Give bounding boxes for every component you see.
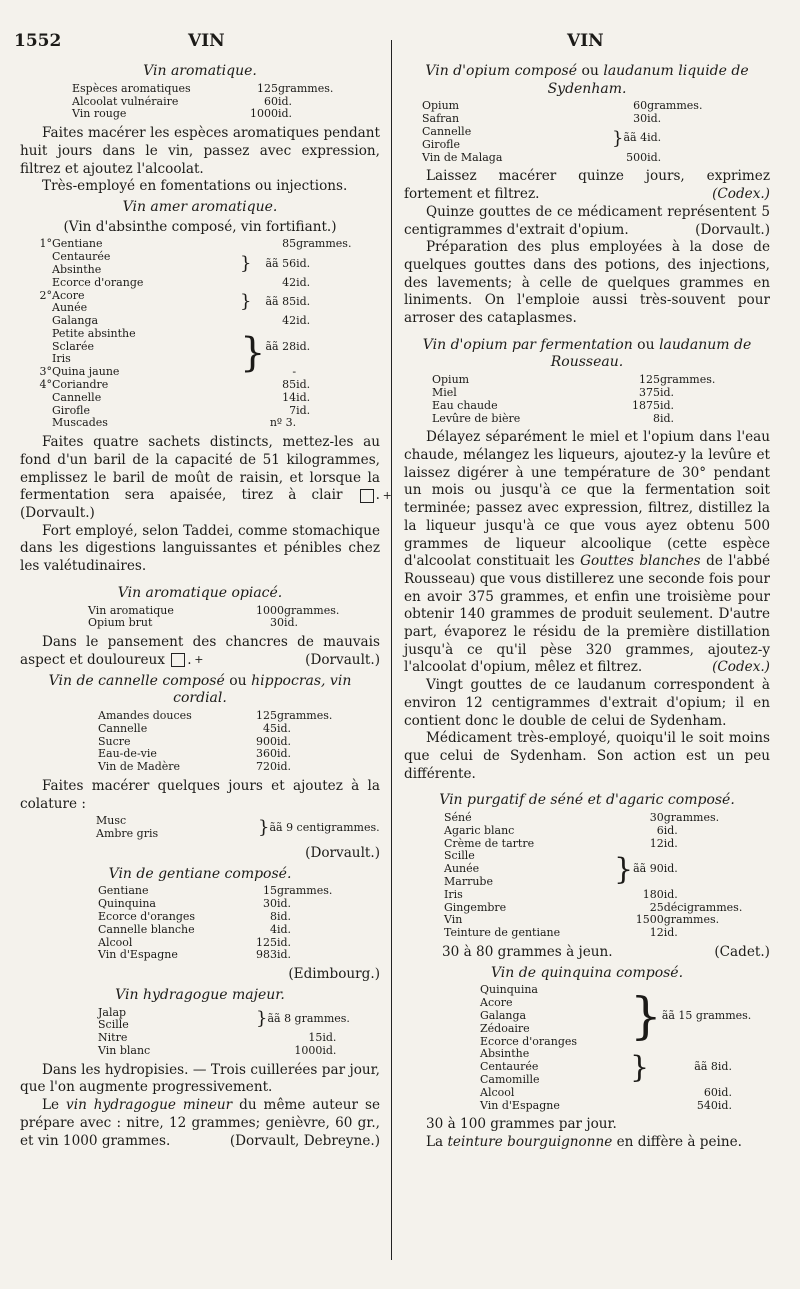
paragraph: 30 à 80 grammes à jeun. (Cadet.) (442, 944, 770, 961)
ingredient-table (98, 710, 332, 774)
table-row: Ecorce d'oranges (480, 1034, 578, 1048)
table-row: 1° Gentiane 85 grammes. (39, 237, 352, 251)
table-row: Sclarée (52, 339, 95, 353)
table-row: Vin blanc 1000 id. (98, 1043, 337, 1057)
table-row: Jalap } ãã 8 grammes. (98, 1007, 350, 1020)
table-row: Girofle (422, 137, 461, 151)
table-row: Alcool 125 id. (98, 935, 292, 949)
table-row: Galanga 42 id. (52, 314, 311, 328)
table-row: Ecorce d'orange 42 id. (52, 275, 311, 289)
table-row: Iris 180 id. (444, 887, 678, 901)
table-row: Cannelle 14 id. (52, 390, 311, 404)
ingredient-table (98, 885, 332, 962)
table-row: Centaurée (480, 1060, 539, 1074)
paragraph: Vingt gouttes de ce laudanum correspondent à environ 12 centigrammes d'extrait d'opium; il en contient donc le double de celui de Sydenham. (404, 677, 770, 729)
table-row: Gingembre 25 décigrammes. (444, 900, 743, 914)
table-row: Marrube (444, 875, 493, 889)
table-row: Galanga (480, 1009, 527, 1023)
recipe-title: Vin hydragogue majeur. (115, 986, 285, 1003)
table-row: Musc } ãã 9 centigrammes. (96, 815, 380, 828)
recipe-title: Vin purgatif de séné et d'agaric composé. (439, 792, 735, 809)
source-citation: (Dorvault.) (305, 844, 380, 861)
running-head-right: VIN (567, 31, 604, 51)
table-row: Petite absinthe } ãã 28 id. (34, 328, 351, 341)
paragraph: 30 à 100 grammes par jour. (426, 1116, 617, 1133)
brace: } (630, 1049, 650, 1085)
table-row: Crème de tartre 12 id. (444, 836, 678, 850)
table-row: Espèces aromatiques 125 grammes. (72, 81, 334, 95)
recipe-subtitle: (Vin d'absinthe composé, vin fortifiant.) (63, 218, 337, 235)
paragraph: Le vin hydragogue mineur du même auteur se prépare avec : nitre, 12 grammes; genièvre, 60 gr., et vin 1000 grammes. (Dorvault, Debreyne.) (20, 1097, 380, 1149)
paragraph: Faites macérer quelques jours et ajoutez à la colature : (20, 777, 380, 812)
table-row: Girofle 7 id. (52, 403, 311, 417)
running-head-left: VIN (188, 31, 225, 51)
paragraph: La teinture bourguignonne en diffère à peine. (426, 1134, 742, 1151)
table-row: Vin d'Espagne 983 id. (98, 948, 292, 962)
recipe-title: Vin de gentiane composé. (108, 865, 292, 882)
paragraph: Dans le pansement des chancres de mauvais aspect et douloureux +. (Dorvault.) (20, 634, 380, 668)
table-row: Camomille (480, 1073, 540, 1087)
table-row: Scille (98, 1018, 129, 1032)
table-row: 3° Quina jaune - (39, 365, 297, 379)
brace: } (630, 987, 662, 1046)
paragraph: Faites quatre sachets distincts, mettez-les au fond d'un baril de la capacité de 51 kilogrammes, emplissez le baril de moût de raisin, et lorsque la fermentation sera apaisée, tirez à clair +. (Dorvault.) (20, 434, 392, 522)
table-row: Centaurée } ãã 56 id. (34, 251, 351, 264)
table-row: 4° Coriandre 85 id. (39, 378, 311, 392)
brace: } (240, 291, 252, 313)
recipe-title: Vin aromatique. (143, 63, 257, 79)
table-row: Levûre de bière 8 id. (432, 411, 675, 425)
table-row: Quinquina 30 id. (98, 897, 292, 911)
table-row: Eau-de-vie 360 id. (98, 747, 292, 761)
recipe-title: Vin amer aromatique. (122, 198, 278, 215)
table-row: 2° Acore } ãã 85 id. (34, 290, 351, 303)
table-row: Aunée (52, 301, 88, 315)
recipe-title: Vin de cannelle composé ou hippocras, vin cordial. (48, 672, 352, 707)
table-row: Quinquina } ãã 15 grammes. (480, 984, 751, 997)
cross-symbol-icon: + (360, 489, 374, 503)
table-row: Cannelle 45 id. (98, 721, 292, 735)
page-number: 1552 (14, 31, 62, 51)
table-row: Agaric blanc 6 id. (444, 823, 678, 837)
table-row: Muscades nº 3. (52, 416, 297, 430)
brace: } (240, 330, 266, 377)
table-row: Absinthe } ãã 8 id. (480, 1048, 751, 1061)
table-row: Alcool 60 id. (480, 1085, 732, 1099)
recipe-title: Vin d'opium composé ou laudanum liquide de Sydenham. (425, 63, 749, 97)
table-row: Vin de Malaga 500 id. (422, 150, 662, 164)
ingredient-table (98, 1007, 350, 1058)
table-row: Alcoolat vulnéraire 60 id. (72, 94, 293, 108)
table-row: Cannelle blanche 4 id. (98, 922, 292, 936)
table-row: Vin 1500 grammes. (444, 913, 720, 927)
table-row: Cannelle } ãã 4 id. (422, 126, 702, 139)
table-row: Miel 375 id. (432, 385, 675, 399)
paragraph: Délayez séparément le miel et l'opium dans l'eau chaude, mélangez les liqueurs, ajoutez-y la levûre et laissez digérer à une température de 30° pendant un mois ou jusqu'à ce que la fermentation soit terminée; passez avec expression, filtrez, distillez la la liqueur jusqu'à ce que vous ayez obtenu 500 grammes de liqueur alcoolique (cette espèce d'alcoolat constituait les Gouttes blanches de l'abbé Rousseau) que vous distillerez une seconde fois pour en avoir 375 grammes, et enfin une troisième pour obtenir 140 grammes de produit seulement. D'autre part, évaporez le résidu de la première distillation jusqu'à ce qu'il pèse 320 grammes, ajoutez-y l'alcoolat d'opium, mêlez et filtrez. (Codex.) (404, 429, 770, 676)
table-row: Ambre gris (96, 827, 159, 841)
table-row: Vin rouge 1000 id. (72, 107, 293, 121)
table-row: Ecorce d'oranges 8 id. (98, 909, 292, 923)
paragraph: Dans les hydropisies. — Trois cuillerées par jour, que l'on augmente progressivement. (20, 1061, 380, 1096)
paragraph: Quinze gouttes de ce médicament représentent 5 centigrammes d'extrait d'opium. (Dorvault.) (404, 203, 770, 238)
ingredient-table (96, 815, 380, 841)
cross-symbol-icon: + (171, 653, 185, 667)
recipe-title: Vin d'opium par fermentation ou laudanum de Rousseau. (422, 336, 752, 371)
recipe-title: Vin de quinquina composé. (490, 964, 684, 981)
ingredient-table (444, 812, 742, 940)
right-column (404, 60, 770, 1152)
table-row: Zédoaire (480, 1021, 530, 1035)
paragraph: Très-employé en fomentations ou injections. (42, 178, 348, 195)
column-divider (391, 40, 392, 1260)
table-row: Opium 125 grammes. (432, 373, 716, 387)
table-row: Eau chaude 1875 id. (432, 398, 675, 412)
ingredient-table (480, 984, 751, 1112)
paragraph: Faites macérer les espèces aromatiques pendant huit jours dans le vin, passez avec expression, filtrez et ajoutez l'alcoolat. (20, 125, 380, 177)
table-row: Vin d'Espagne 540 id. (480, 1098, 732, 1112)
brace: } (614, 851, 634, 887)
brace: } (240, 252, 252, 274)
paragraph: Fort employé, selon Taddei, comme stomachique dans les digestions languissantes et pénibles chez les valétudinaires. (20, 522, 380, 575)
ingredient-table (422, 100, 702, 164)
table-row: Teinture de gentiane 12 id. (444, 926, 678, 940)
left-column (20, 60, 392, 1150)
table-row: Opium brut 30 id. (88, 616, 299, 630)
recipe-title: Vin aromatique opiacé. (117, 584, 283, 601)
paragraph: Médicament très-employé, quoiqu'il le soit moins que celui de Sydenham. Son action est un peu différente. (404, 730, 770, 782)
brace: } (256, 1008, 268, 1030)
table-row: Aunée (444, 862, 480, 876)
table-row: Vin aromatique 1000 grammes. (88, 603, 340, 617)
table-row: Vin de Madère 720 id. (98, 760, 292, 774)
table-row: Absinthe (52, 262, 102, 276)
table-row: Acore (480, 996, 513, 1010)
brace: } (258, 817, 270, 839)
paragraph: Préparation des plus employées à la dose de quelques gouttes dans des potions, des injections, des lavements; à celle de quelques grammes en liniments. On l'emploie aussi très-souvent pour arroser des cataplasmes. (404, 239, 770, 327)
table-row: Opium 60 grammes. (422, 99, 703, 113)
paragraph: Laissez macérer quinze jours, exprimez fortement et filtrez. (Codex.) (404, 168, 770, 203)
source-citation: (Edimbourg.) (288, 966, 380, 983)
table-row: Nitre 15 id. (98, 1031, 337, 1045)
ingredient-table (34, 238, 351, 430)
table-row: Séné 30 grammes. (444, 811, 720, 825)
table-row: Gentiane 15 grammes. (98, 884, 333, 898)
table-row: Scille } ãã 90 id. (444, 850, 742, 863)
brace: } (612, 127, 624, 149)
ingredient-table (432, 374, 715, 425)
table-row: Amandes douces 125 grammes. (98, 709, 333, 722)
table-row: Iris (52, 352, 71, 366)
table-row: Sucre 900 id. (98, 734, 292, 748)
ingredient-table (72, 83, 333, 121)
ingredient-table (88, 605, 339, 631)
table-row: Safran 30 id. (422, 112, 662, 126)
